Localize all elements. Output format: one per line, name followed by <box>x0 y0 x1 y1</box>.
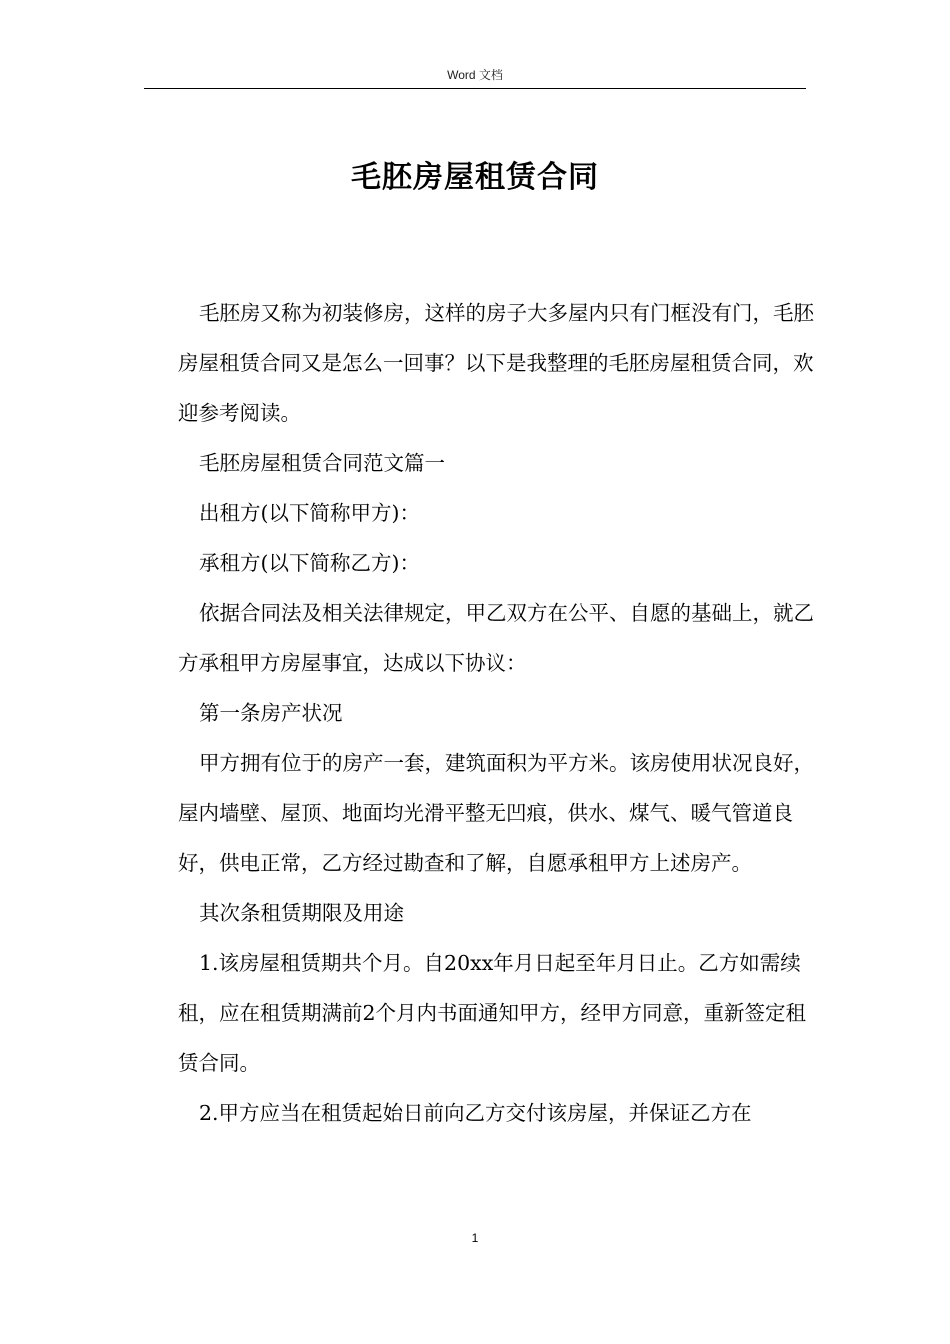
paragraph-article-2-heading: 其次条租赁期限及用途 <box>199 901 404 925</box>
paragraph-lessor: 出租方(以下简称甲方)： <box>199 501 420 525</box>
document-title: 毛胚房屋租赁合同 <box>351 160 599 195</box>
paragraph-article-2-item-1: 1.该房屋租赁期共个月。自20xx年月日起至年月日止。乙方如需续租，应在租赁期满前2个月内书面通知甲方，经甲方同意，重新签定租赁合同。 <box>178 951 807 1075</box>
paragraph-article-2-item-2: 2.甲方应当在租赁起始日前向乙方交付该房屋，并保证乙方在 <box>199 1101 752 1125</box>
page-number: 1 <box>471 1231 479 1245</box>
paragraph-lessee: 承租方(以下简称乙方)： <box>199 551 420 575</box>
paragraph-basis: 依据合同法及相关法律规定，甲乙双方在公平、自愿的基础上，就乙方承租甲方房屋事宜，达成以下协议： <box>178 601 814 675</box>
page-header <box>144 64 806 89</box>
paragraph-section-heading: 毛胚房屋租赁合同范文篇一 <box>199 451 445 475</box>
paragraph-intro: 毛胚房又称为初装修房，这样的房子大多屋内只有门框没有门，毛胚房屋租赁合同又是怎么一回事？以下是我整理的毛胚房屋租赁合同，欢迎参考阅读。 <box>178 301 814 425</box>
paragraph-article-1-heading: 第一条房产状况 <box>199 701 343 725</box>
header-text: Word 文档 <box>447 68 503 82</box>
paragraph-article-1-body: 甲方拥有位于的房产一套，建筑面积为平方米。该房使用状况良好，屋内墙壁、屋顶、地面均光滑平整无凹痕，供水、煤气、暖气管道良好，供电正常，乙方经过勘查和了解，自愿承租甲方上述房产。 <box>178 751 814 875</box>
document-body <box>178 288 818 1138</box>
